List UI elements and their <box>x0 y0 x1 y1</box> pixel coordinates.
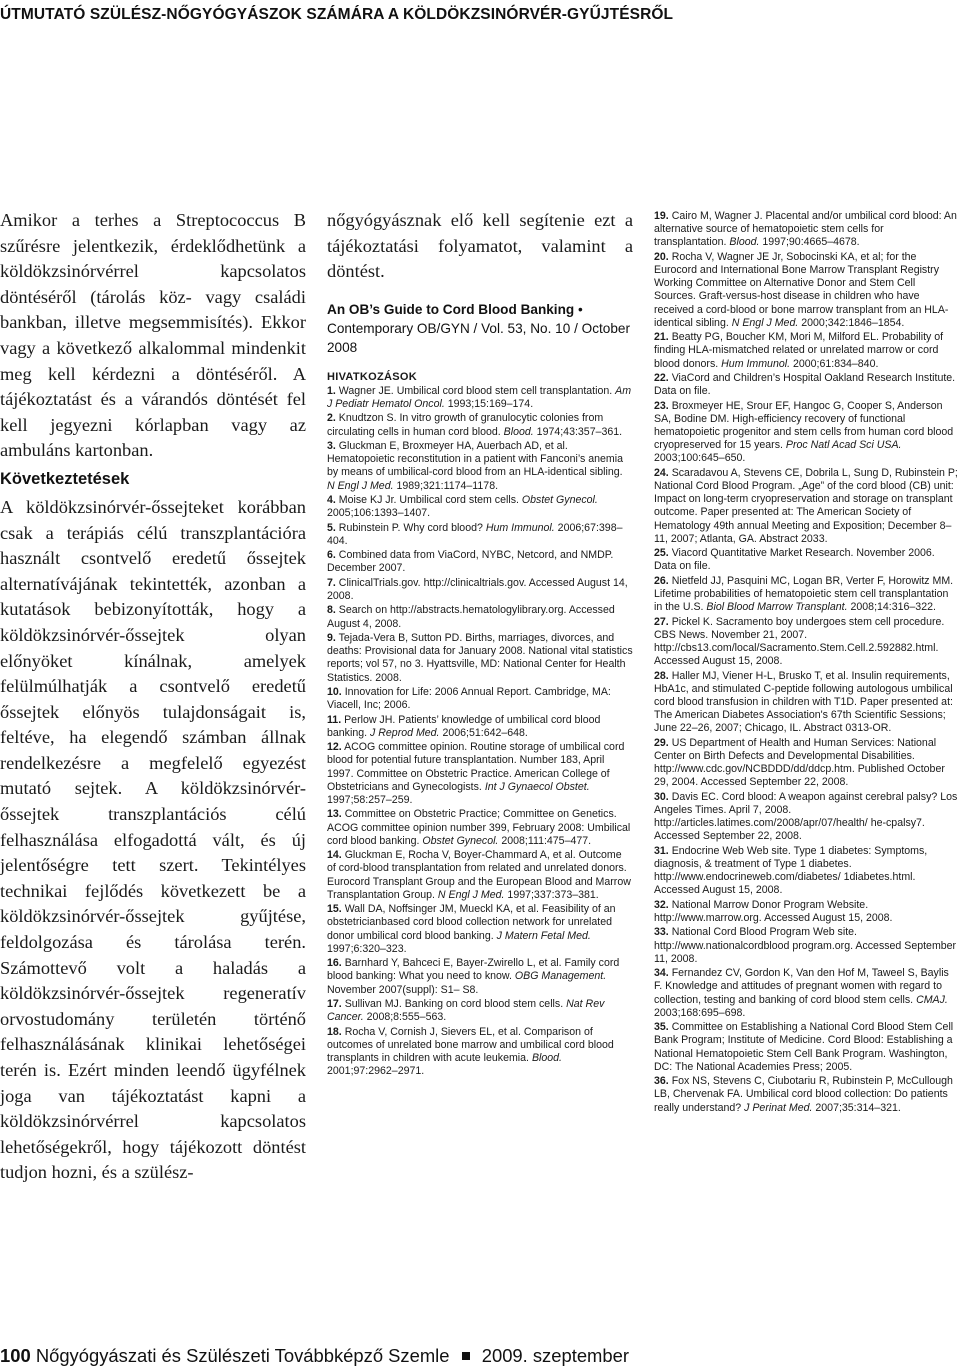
reference-item <box>327 385 633 411</box>
reference-item <box>327 604 633 630</box>
reference-item <box>654 372 958 398</box>
reference-number: 33. <box>654 926 669 939</box>
reference-journal: Obstet Gynecol. <box>521 493 598 506</box>
reference-number: 35. <box>654 1021 669 1034</box>
reference-item <box>327 741 633 807</box>
reference-item <box>327 522 633 548</box>
reference-details: November 2007(suppl): S1– S8. <box>327 983 479 996</box>
reference-journal: N Engl J Med. <box>327 479 394 492</box>
reference-number: 25. <box>654 547 669 560</box>
reference-item <box>654 926 958 966</box>
reference-item <box>654 670 958 736</box>
reference-text: Rubinstein P. Why cord blood? <box>338 521 483 534</box>
reference-number: 11. <box>327 713 342 726</box>
reference-item <box>654 331 958 371</box>
reference-number: 10. <box>327 685 342 698</box>
reference-text: Pickel K. Sacramento boy undergoes stem cell procedure. CBS News. November 21, 2007. http://cbs13.com/local/Sacramento.Stem.Cell.2.592882.html. Accessed August 15, 2008. <box>654 615 945 668</box>
reference-text: Perlow JH. Patients’ knowledge of umbilical cord blood banking. <box>327 713 601 739</box>
reference-text: Rocha V, Wagner JE Jr, Sobocinski KA, et al; for the Eurocord and International Bone Marrow Transplant Registry Working Committee on Alternative Donor and Stem Cell Sources. Graft-versus-host disease in children who have received a cord-blood or bone marrow transplant from an HLA-identical sibling. <box>654 250 949 329</box>
reference-text: Knudtzon S. In vitro growth of granulocytic colonies from circulating cells in human cord blood. <box>327 412 604 438</box>
reference-number: 21. <box>654 331 669 344</box>
journal-name: Nőgyógyászati és Szülészeti Továbbképző Szemle <box>35 1345 450 1366</box>
reference-item <box>327 440 633 493</box>
reference-details: 2006;51:642–648. <box>442 726 528 739</box>
reference-text: Fox NS, Stevens C, Ciubotariu R, Rubinstein P, McCullough LB, Chervenak FA. Umbilical cord blood collection: Do patients really understand? <box>654 1075 953 1114</box>
reference-number: 13. <box>327 808 342 821</box>
reference-number: 6. <box>327 549 336 562</box>
footer-square-separator <box>462 1352 470 1360</box>
reference-number: 15. <box>327 903 342 916</box>
reference-item <box>654 967 958 1020</box>
reference-details: 1997;58:257–259. <box>327 793 413 806</box>
reference-text: Fernandez CV, Gordon K, Van den Hof M, Taweel S, Baylis F. Knowledge and attitudes of pregnant women with regard to collection, testing and banking of cord blood stem cells. <box>654 967 949 1006</box>
page-number: 100 <box>0 1345 31 1366</box>
reference-text: Viacord Quantitative Market Research. November 2006. Data on file. <box>654 547 935 573</box>
reference-journal: Obstet Gynecol. <box>422 834 499 847</box>
source-title: An OB’s Guide to Cord Blood Banking <box>327 301 575 317</box>
reference-item <box>654 400 958 466</box>
reference-number: 12. <box>327 741 342 754</box>
body-column-middle <box>327 208 633 1080</box>
reference-journal: Blood. <box>729 236 760 249</box>
reference-details: 1974;43:357–361. <box>536 425 623 438</box>
reference-text: Beatty PG, Boucher KM, Mori M, Milford EL. Probability of finding HLA-mismatched related or unrelated marrow or cord blood donors. <box>654 331 944 370</box>
reference-item <box>327 714 633 740</box>
issue-date: 2009. szeptember <box>481 1345 629 1366</box>
reference-details: 1997;90:4665–4678. <box>762 236 860 249</box>
body-paragraph: A köldökzsinórvér-őssejteket korábban csak a terápiás célú transzplantációra használt csontvelő eredetű őssejtek alternatívájának tekintették, azonban a kutatások bebizonyították, hogy a köldökzsinórvér-őssejtek olyan előnyöket kínálnak, amelyek felülmúlhatják a csontvelő eredetű őssejtek előnyös tulajdonságait is, feltéve, ha elegendő számban állnak rendelkezésre a megfelelő egyezést mutató sejtek. A köldökzsinórvér-őssejtek transzplantációs célú felhasználása elfogadottá vált, és új jelentőségre tett szert. Tekintélyes technikai fejlődés következett be a köldökzsinórvér-őssejtek gyűjtése, feldolgozása és tárolása terén. Számottevő volt a haladás a köldökzsinórvér-őssejtek regeneratív orvostudomány területén történő felhasználásának klinikai lehetőségei terén is. Ezért minden leendő ügyfélnek joga van tájékoztatást kapni a köldökzsinórvérrel kapcsolatos lehetőségekről, hogy tájékozott döntést tudjon hozni, és a szülész- <box>0 496 306 1183</box>
reference-text: Combined data from ViaCord, NYBC, Netcord, and NMDP. December 2007. <box>327 549 614 575</box>
reference-text: Moise KJ Jr. Umbilical cord stem cells. <box>338 493 519 506</box>
reference-details: 2008;111:475–477. <box>501 834 592 847</box>
reference-journal: Blood. <box>503 425 534 438</box>
reference-details: 1997;6:320–323. <box>327 942 407 955</box>
reference-details: 1997;337:373–381. <box>507 888 599 901</box>
reference-text: Haller MJ, Viener H-L, Brusko T, et al. Insulin requirements, HbA1c, and stimulated C-peptide following autologous umbilical cord blood transfusion in children with T1D. Paper presented at: The American Diabetes Association's 67th Scientific Sessions; June 22–26, 2007; Chicago, IL. Abstract 0313-OR. <box>654 669 953 735</box>
reference-number: 3. <box>327 439 336 452</box>
reference-item <box>654 251 958 330</box>
reference-number: 23. <box>654 399 669 412</box>
reference-number: 18. <box>327 1025 342 1038</box>
reference-journal: Proc Natl Acad Sci USA. <box>785 439 902 452</box>
reference-item <box>654 1021 958 1074</box>
reference-details: 2006;67:398–404. <box>327 521 623 547</box>
body-column-right <box>654 210 958 1116</box>
running-head: ÚTMUTATÓ SZÜLÉSZ-NŐGYÓGYÁSZOK SZÁMÁRA A KÖLDÖKZSINÓRVÉR-GYŰJTÉSRŐL <box>0 6 674 23</box>
reference-item <box>327 957 633 997</box>
reference-details: 2008;8:555–563. <box>366 1011 447 1024</box>
reference-text: Committee on Establishing a National Cord Blood Stem Cell Bank Program; Institute of Medicine. Cord Blood: Establishing a National Hematopoietic Stem Cell Bank Program. Washington, DC: The National Academies Press; 2005. <box>654 1021 954 1073</box>
reference-item <box>654 737 958 790</box>
reference-text: Nietfeld JJ, Pasquini MC, Logan BR, Verter F, Horowitz MM. Lifetime probabilities of hematopoietic stem cell transplantation in the U.S. <box>654 574 954 614</box>
reference-journal: N Engl J Med. <box>731 316 799 329</box>
reference-journal: J Matern Fetal Med. <box>496 929 591 942</box>
reference-details: 2007;35:314–321. <box>815 1101 901 1114</box>
body-paragraph: Amikor a terhes a Streptococcus B szűrésre jelentkezik, érdeklődhetünk a köldökzsinórvérrel kapcsolatos döntéséről (tárolás köz- vagy családi bankban, illetve megsemmisítés). Ekkor vagy a következő alkalommal mindenkit meg kell kérdezni a döntéséről. A tájékoztatást és a várandós döntését fel kell jegyezni kórlapban vagy az ambuláns kartonban. <box>0 210 306 461</box>
reference-text: Wagner JE. Umbilical cord blood stem cell transplantation. <box>338 384 613 397</box>
reference-item <box>654 1075 958 1115</box>
reference-item <box>327 903 633 956</box>
reference-journal: Biol Blood Marrow Transplant. <box>706 601 848 614</box>
reference-text: US Department of Health and Human Services: National Center on Birth Defects and Developmental Disabilities. http://www.cdc.gov/NCBDDD/dd/ddcp.htm. Published October 29, 2004. Accessed September 22, 2008. <box>654 736 945 789</box>
reference-details: 2005;106:1393–1407. <box>327 507 431 520</box>
reference-item <box>654 575 958 615</box>
reference-number: 1. <box>327 384 336 397</box>
reference-details: 2003;100:645–650. <box>654 452 746 465</box>
page-footer <box>0 1345 629 1367</box>
reference-number: 30. <box>654 790 669 803</box>
reference-text: Sullivan MJ. Banking on cord blood stem cells. <box>344 997 564 1010</box>
reference-item <box>327 412 633 438</box>
reference-number: 36. <box>654 1075 669 1088</box>
reference-item <box>327 686 633 712</box>
reference-text: Committee on Obstetric Practice; Committee on Genetics. ACOG committee opinion number 399, February 2008: Umbilical cord blood banking. <box>327 808 631 847</box>
reference-number: 9. <box>327 631 336 644</box>
reference-text: Endocrine Web Web site. Type 1 diabetes: Symptoms, diagnosis, & treatment of Type 1 diabetes. http://www.endocrineweb.com/diabetes/ 1diabetes.html. Accessed August 15, 2008. <box>654 844 928 897</box>
section-heading-conclusions: Következtetések <box>0 469 130 488</box>
reference-journal: OBG Management. <box>514 970 607 983</box>
source-bullet: • <box>577 301 583 317</box>
body-paragraph: nőgyógyásznak elő kell segítenie ezt a tájékoztatási folyamatot, valamint a döntést. <box>327 210 633 282</box>
reference-text: Broxmeyer HE, Srour EF, Hangoc G, Cooper S, Anderson SA, Bodine DM. High-efficiency recovery of functional hematopoietic progenitor and stem cells from human cord blood cryopreserved for 15 years. <box>654 399 954 452</box>
reference-journal: Am J Pediatr Hematol Oncol. <box>327 384 632 410</box>
reference-journal: Hum Immunol. <box>485 521 555 534</box>
reference-item <box>327 808 633 848</box>
reference-text: Tejada-Vera B, Sutton PD. Births, marriages, divorces, and deaths: Provisional data for January 2008. National vital statistics reports; vol 57, no 3. Hyattsville, MD: National Center for Health Statistics. 2008. <box>327 631 633 684</box>
reference-text: Davis EC. Cord blood: A weapon against cerebral palsy? Los Angeles Times. April 7, 2008. http://articles.latimes.com/2008/apr/07/health/ he-cpalsy7. Accessed September 22, 2008. <box>654 790 958 843</box>
reference-item <box>327 494 633 520</box>
reference-text: Gluckman E, Rocha V, Boyer-Chammard A, et al. Outcome of cord-blood transplantation from related and unrelated donors. Eurocord Transplant Group and the European Blood and Marrow Transplantation Group. <box>327 849 631 901</box>
reference-details: 1993;15:169–174. <box>447 397 534 410</box>
reference-journal: Int J Gynaecol Obstet. <box>484 780 590 793</box>
reference-journal: Hum Immunol. <box>721 357 791 370</box>
reference-item <box>327 632 633 685</box>
reference-number: 2. <box>327 412 336 425</box>
body-column-left <box>0 208 306 1186</box>
reference-number: 34. <box>654 967 669 980</box>
reference-text: ViaCord and Children’s Hospital Oakland Research Institute. Data on file. <box>654 372 956 398</box>
reference-item <box>654 899 958 925</box>
reference-text: Gluckman E, Broxmeyer HA, Auerbach AD, et al. Hematopoietic reconstitution in a patient with Fanconi’s anemia by means of umbilical-cord blood from an HLA-identical sibling. <box>327 439 624 479</box>
reference-journal: J Reprod Med. <box>370 726 440 739</box>
reference-list <box>327 385 633 1079</box>
reference-details: 1989;321:1174–1178. <box>396 479 499 492</box>
reference-journal: N Engl J Med. <box>437 888 505 901</box>
reference-item <box>327 849 633 902</box>
reference-number: 19. <box>654 210 669 222</box>
reference-number: 4. <box>327 493 336 506</box>
reference-number: 20. <box>654 250 669 263</box>
reference-details: 2003;168:695–698. <box>654 1006 746 1019</box>
reference-item <box>654 845 958 898</box>
reference-number: 8. <box>327 604 336 617</box>
reference-text: National Cord Blood Program Web site. http://www.nationalcordblood program.org. Accessed September 11, 2008. <box>654 926 957 965</box>
reference-number: 28. <box>654 669 669 682</box>
reference-text: Scaradavou A, Stevens CE, Dobrila L, Sung D, Rubinstein P; National Cord Blood Program. „Age” of the cord blood (CB) unit: Impact on long-term cryopreservation and storage on transplant outcome. Paper presented at: The American Society of Hematology 49th annual Meeting and Exposition; December 8–11, 2007; Atlanta, GA. Abstract 2033. <box>654 466 958 545</box>
reference-number: 17. <box>327 997 342 1010</box>
reference-journal: Blood. <box>531 1051 562 1064</box>
reference-number: 24. <box>654 466 669 479</box>
reference-number: 27. <box>654 615 669 628</box>
reference-details: 2000;342:1846–1854. <box>801 316 905 329</box>
reference-item <box>327 577 633 603</box>
reference-text: Cairo M, Wagner J. Placental and/or umbilical cord blood: An alternative source of hematopoietic stem cells for transplantation. <box>654 210 957 249</box>
references-heading: HIVATKOZÁSOK <box>327 370 417 383</box>
reference-text: Barnhard Y, Bahceci E, Bayer-Zwirello L, et al. Family cord blood banking: What you need to know. <box>327 957 620 983</box>
reference-details: 2000;61:834–840. <box>792 357 879 370</box>
reference-number: 26. <box>654 574 669 587</box>
reference-item <box>654 616 958 669</box>
reference-text: Wall DA, Noffsinger JM, Mueckl KA, et al. Feasibility of an obstetricianbased cord blood collection network for unrelated donor umbilical cord blood banking. <box>327 903 616 942</box>
reference-number: 22. <box>654 372 669 384</box>
reference-number: 32. <box>654 898 669 911</box>
reference-number: 7. <box>327 576 336 589</box>
reference-item <box>654 467 958 546</box>
reference-text: ACOG committee opinion. Routine storage of umbilical cord blood for potential future transplantation. Number 183, April 1997. Committee on Obstetric Practice. American College of Obstetricians and Gynecologists. <box>327 741 625 793</box>
source-citation <box>327 300 633 357</box>
reference-text: National Marrow Donor Program Website. http://www.marrow.org. Accessed August 15, 2008. <box>654 898 893 924</box>
reference-details: 2001;97:2962–2971. <box>327 1065 425 1078</box>
reference-item <box>654 791 958 844</box>
reference-details: 2008;14:316–322. <box>850 601 936 614</box>
reference-number: 29. <box>654 736 669 749</box>
reference-text: Innovation for Life: 2006 Annual Report. Cambridge, MA: Viacell, Inc; 2006. <box>327 685 611 712</box>
reference-text: ClinicalTrials.gov. http://clinicaltrials.gov. Accessed August 14, 2008. <box>327 576 628 602</box>
reference-journal: Nat Rev Cancer. <box>327 997 605 1024</box>
reference-item <box>654 547 958 573</box>
reference-item <box>327 1026 633 1079</box>
reference-item <box>327 549 633 575</box>
reference-text: Rocha V, Cornish J, Sievers EL, et al. Comparison of outcomes of unrelated bone marrow and umbilical cord blood transplants in children with acute leukemia. <box>327 1025 614 1064</box>
reference-item <box>327 998 633 1024</box>
reference-text: Search on http://abstracts.hematologylibrary.org. Accessed August 4, 2008. <box>327 604 615 630</box>
reference-journal: CMAJ. <box>916 993 948 1006</box>
reference-journal: J Perinat Med. <box>744 1101 813 1114</box>
source-details: Contemporary OB/GYN / Vol. 53, No. 10 / October 2008 <box>327 320 630 355</box>
reference-number: 14. <box>327 849 342 862</box>
reference-list <box>654 210 958 1115</box>
reference-number: 16. <box>327 957 342 970</box>
reference-number: 31. <box>654 844 669 857</box>
reference-number: 5. <box>327 521 336 534</box>
reference-item <box>654 210 958 250</box>
